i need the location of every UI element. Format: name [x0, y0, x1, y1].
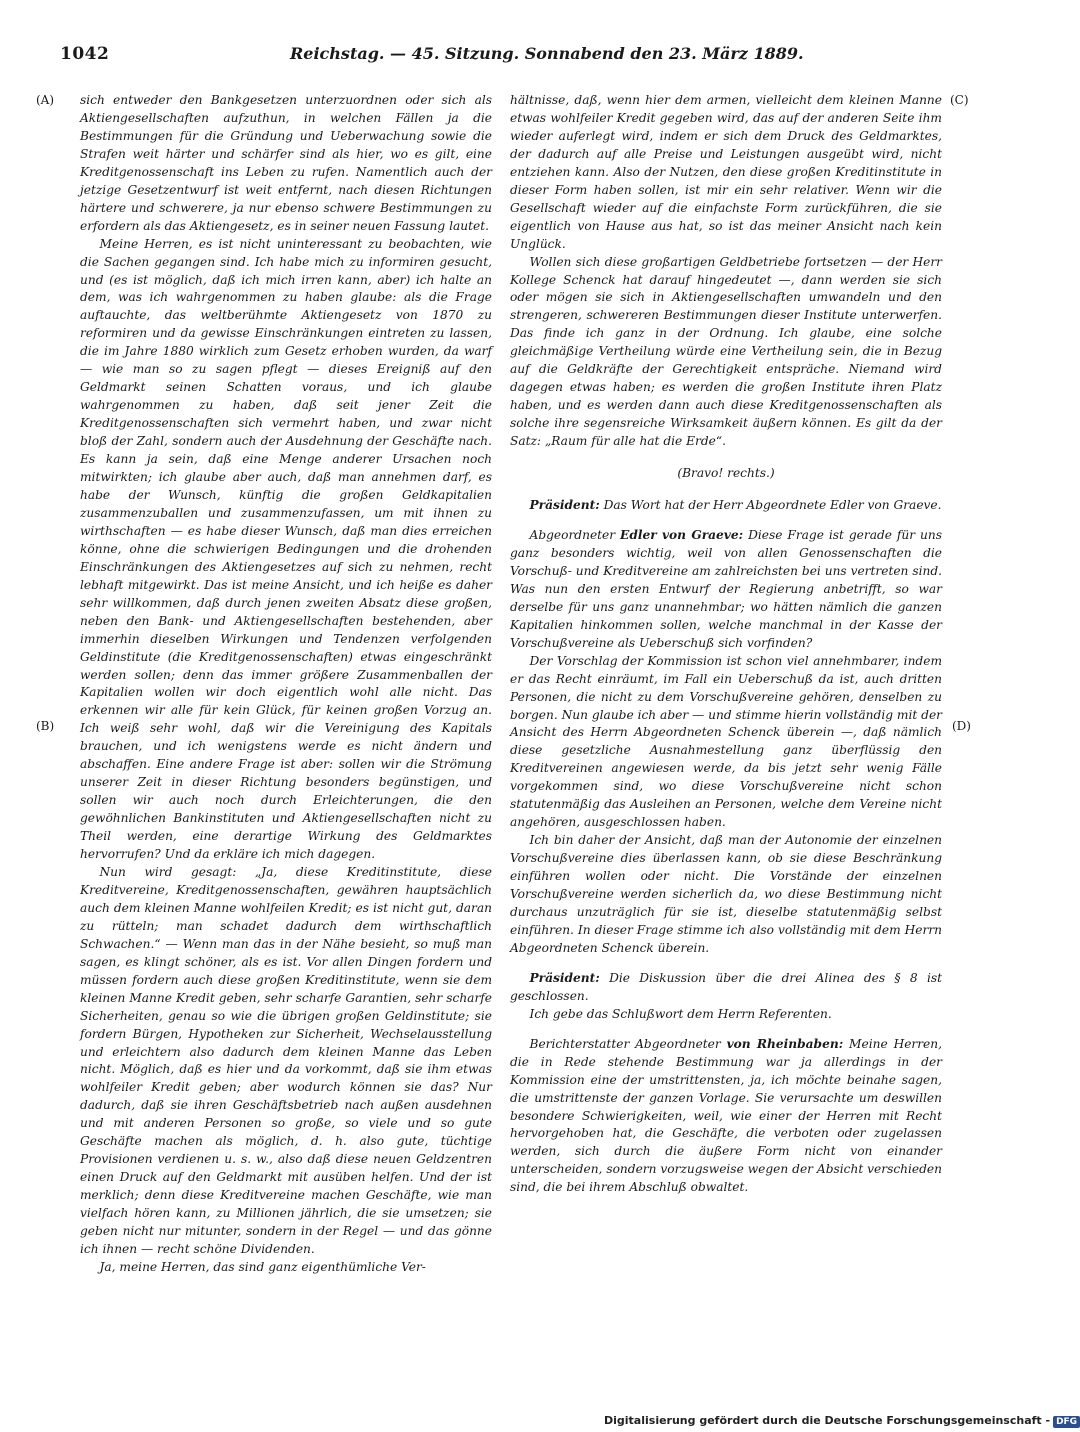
speech-text: Das Wort hat der Herr Abgeordnete Edler von Graeve. — [599, 498, 942, 513]
left-paragraph-1: sich entweder den Bankgesetzen unterzuordnen oder sich als Aktiengesellschaften aufzuthun, in welchen Fällen ja die Bestimmungen für die Gründung und Ueberwachung sowie die Strafen weit härter und schärfer sind als hier, wo es gilt, eine Kreditgenossenschaft ins Leben zu rufen. Namentlich auch der jetzige Gesetzentwurf ist weit entfernt, nach diesen Richtungen härtere und schwerere, ja nur ebenso schwere Bestimmungen zu erfordern als das Aktiengesetz, es in seiner neuen Fassung lautet. — [80, 93, 492, 233]
speech-rheinbaben — [510, 1036, 942, 1198]
left-paragraph-4: Ja, meine Herren, das sind ganz eigenthümliche Ver- — [99, 1259, 426, 1274]
speaker-prefix: Abgeordneter — [529, 527, 621, 542]
speaker-president: Präsident: — [529, 970, 600, 985]
left-column — [80, 92, 492, 1277]
page-header — [60, 44, 940, 70]
digitization-credit — [604, 1414, 1080, 1428]
page-number: 1042 — [60, 44, 110, 64]
right-paragraph-6: Ich bin daher der Ansicht, daß man der Autonomie der einzelnen Vorschußvereine dies überlassen kann, ob sie diese Beschränkung einführen wollen oder nicht. Die Vorstände der einzelnen Vorschußvereine werden sicherlich da, wo diese Bestimmung nicht durchaus unzuträglich für sie ist, dieselbe statutenmäßig selbst einführen. In dieser Frage stimme ich also vollständig mit dem Herrn Abgeordneten Schenck überein. — [510, 833, 942, 955]
footer-text: Digitalisierung gefördert durch die Deutsche Forschungsgemeinschaft - — [604, 1414, 1051, 1427]
right-paragraph-5: Der Vorschlag der Kommission ist schon viel annehmbarer, indem er das Recht einräumt, im Fall ein Ueberschuß da ist, auch dritten Personen, die nicht zu dem Vorschußvereine gehören, denselben zu borgen. Nun glaube ich aber — und stimme hierin vollständig mit der Ansicht des Herrn Abgeordneten Schenck überein —, daß nämlich diese gesetzliche Ausnahmestellung ganz überflüssig den Kreditvereinen angewiesen werde, da bis jetzt sehr wenig Fälle vorgekommen sind, wo diese Vorschußvereine nicht schon statutenmäßig das Ausleihen an Personen, welche dem Vereine nicht angehören, ausgeschlossen haben. — [510, 653, 942, 830]
right-paragraph-1: hältnisse, daß, wenn hier dem armen, vielleicht dem kleinen Manne etwas wohlfeiler Kredit gegeben wird, das auf der anderen Seite ihm wieder auferlegt wird, indem er sich dem Druck des Geldmarktes, der dadurch auf alle Preise und Leistungen ausgeübt wird, nicht entziehen kann. Also der Nutzen, den diese großen Kreditinstitute in dieser Form haben sollen, ist mir ein sehr relativer. Wenn wir die Gesellschaft wieder auf die einfachste Form zurückführen, die sie eigentlich von Hause aus hat, so ist das meiner Ansicht nach kein Unglück. — [510, 93, 942, 251]
interjection-bravo: (Bravo! rechts.) — [677, 466, 775, 481]
left-paragraph-3: Nun wird gesagt: „Ja, diese Kreditinstitute, diese Kreditvereine, Kreditgenossenschaften, gewähren hauptsächlich auch dem kleinen Manne wohlfeilen Kredit; es ist nicht gut, daran zu rütteln; man schadet dadurch dem wirthschaftlich Schwachen.“ — Wenn man das in der Nähe besieht, so muß man sagen, es klingt schöner, als es ist. Vor allen Dingen fordern und müssen fordern auch diese großen Kreditinstitute, wenn sie dem kleinen Manne Kredit geben, sehr scharfe Garantien, sehr scharfe Sicherheiten, genau so wie die übrigen großen Geldinstitute; sie fordern Bürgen, Hypotheken zur Sicherheit, Wechselausstellung und erleichtern also dadurch dem kleinen Manne das Leben nicht. Möglich, daß es hier und da vorkommt, daß sie ihm etwas wohlfeiler Kredit geben; aber wodurch können sie das? Nur dadurch, daß sie ihren Geschäftsbetrieb nach außen ausdehnen und mit anderen Personen so große, so viele und so gute Geschäfte machen als möglich, d. h. also gute, tüchtige Provisionen verdienen u. s. w., also daß diese neuen Geldzentren einen Druck auf den Geldmarkt mit ausüben helfen. Und der ist merklich; denn diese Kreditvereine machen Geschäfte, wie man vielfach hören kann, zu Millionen jährlich, die sie umsetzen; sie geben nicht nur mitunter, sondern in der Regel — und das gönne ich ihnen — recht schöne Dividenden. — [80, 864, 492, 1256]
speech-text: Meine Herren, die in Rede stehende Bestimmung war ja allerdings in der Kommission eine der umstrittensten, ja, ich möchte beinahe sagen, die umstrittenste der ganzen Vorlage. Sie verursachte um deswillen besondere Schwierigkeiten, weil, wie einer der Herren mit Recht hervorgehoben hat, die Geschäfte, die verboten oder zugelassen werden, sich durch die äußere Form nicht von einander unterscheiden, sondern vorzugsweise wegen der Absicht verschieden sind, die bei ihrem Abschluß obwaltet. — [510, 1036, 942, 1195]
speech-text: Die Diskussion über die drei Alinea des § 8 ist geschlossen. — [510, 970, 942, 1003]
speech-graeve — [510, 527, 942, 653]
margin-mark-c: (C) — [950, 93, 969, 107]
speaker-rheinbaben: von Rheinbaben: — [726, 1036, 844, 1051]
margin-mark-b: (B) — [36, 719, 55, 733]
margin-mark-a: (A) — [36, 93, 55, 107]
speech-text: Diese Frage ist gerade für uns ganz besonders wichtig, weil von allen Genossenschaften die Vorschuß- und Kreditvereine am zahlreichsten bei uns vertreten sind. Was nun den ersten Entwurf der Regierung anbetrifft, so war derselbe für uns ganz unannehmbar; wo hätten nämlich die ganzen Kapitalien hinkommen sollen, welche manchmal in der Kasse der Vorschußvereine als Ueberschuß sich vorfinden? — [510, 527, 942, 650]
speech-president-2 — [510, 970, 942, 1006]
margin-mark-d: (D) — [952, 719, 971, 733]
running-title: Reichstag. — 45. Sitzung. Sonnabend den 23. März 1889. — [290, 44, 804, 63]
left-paragraph-2: Meine Herren, es ist nicht uninteressant zu beobachten, wie die Sachen gegangen sind. Ich habe mich zu informiren gesucht, und (es ist möglich, daß ich mich irren kann, aber) ich halte an dem, was ich wahrgenommen zu haben glaube: als die Frage auftauchte, das weltberühmte Aktiengesetz von 1870 zu reformiren und da gewisse Einschränkungen eintreten zu lassen, die im Jahre 1880 wirklich zum Gesetz erhoben wurden, da warf — wie man so zu sagen pflegt — dieses Ereigniß auf den Geldmarkt seinen Schatten voraus, und ich glaube wahrgenommen zu haben, daß seit jener Zeit die Kreditgenossenschaften sich vermehrt haben, und zwar nicht bloß der Zahl, sondern auch der Ausdehnung der Geschäfte nach. Es kann ja sein, daß eine Menge anderer Ursachen noch mitwirkten; ich glaube aber auch, daß man annehmen darf, es habe der Wunsch, künftig die großen Geldkapitalien zusammenzuballen und zusammenzufassen, um mit ihnen zu wirthschaften — es habe dieser Wunsch, daß man dies erreichen könne, ohne die schwierigen Bedingungen und die drohenden Einschränkungen des Aktiengesetzes auf sich zu nehmen, recht lebhaft mitgewirkt. Das ist meine Ansicht, und ich heiße es daher sehr willkommen, daß durch jenen zweiten Absatz diese großen, neben den Bank- und Aktiengesellschaften bestehenden, aber immerhin dieselben Wirkungen und Tendenzen verfolgenden Geldinstitute (die Kreditgenossenschaften) etwas eingeschränkt werden sollen; denn das immer größere Zusammenballen der Kapitalien wollen wir doch eigentlich wohl alle nicht. Das erkennen wir alle für kein Glück, für keinen großen Vorzug an. Ich weiß sehr wohl, daß wir die Vereinigung des Kapitals brauchen, und ich wenigstens werde es nicht ändern und abschaffen. Eine andere Frage ist aber: sollen wir die Strömung unserer Zeit in dieser Richtung besonders begünstigen, und sollen wir auch noch durch Erleichterungen, die den gewöhnlichen Bankinstituten und Aktiengesellschaften nicht zu Theil werden, eine derartige Wirkung des Geldmarktes hervorrufen? Und da erkläre ich mich dagegen. — [80, 236, 492, 862]
speaker-prefix: Berichterstatter Abgeordneter — [529, 1036, 727, 1051]
speech-president-1 — [510, 497, 942, 515]
right-column — [510, 92, 942, 1197]
right-paragraph-8: Ich gebe das Schlußwort dem Herrn Referenten. — [529, 1006, 832, 1021]
dfg-logo: DFG — [1053, 1416, 1080, 1428]
right-paragraph-2: Wollen sich diese großartigen Geldbetriebe fortsetzen — der Herr Kollege Schenck hat darauf hingedeutet —, dann werden sie sich oder mögen sie sich in Aktiengesellschaften umwandeln und den strengeren, schwereren Bestimmungen dieser Institute unterwerfen. Das finde ich ganz in der Ordnung. Ich glaube, eine solche gleichmäßige Vertheilung würde eine Vertheilung sein, die in Bezug auf die Geldkräfte der Gerechtigkeit entspräche. Niemand wird dagegen etwas haben; es werden die großen Institute ihren Platz haben, und es werden dann auch diese Kreditgenossenschaften als solche ihre segensreiche Wirksamkeit äußern können. Es gilt da der Satz: „Raum für alle hat die Erde“. — [510, 254, 942, 449]
speaker-graeve: Edler von Graeve: — [620, 527, 744, 542]
speaker-president: Präsident: — [529, 498, 600, 513]
